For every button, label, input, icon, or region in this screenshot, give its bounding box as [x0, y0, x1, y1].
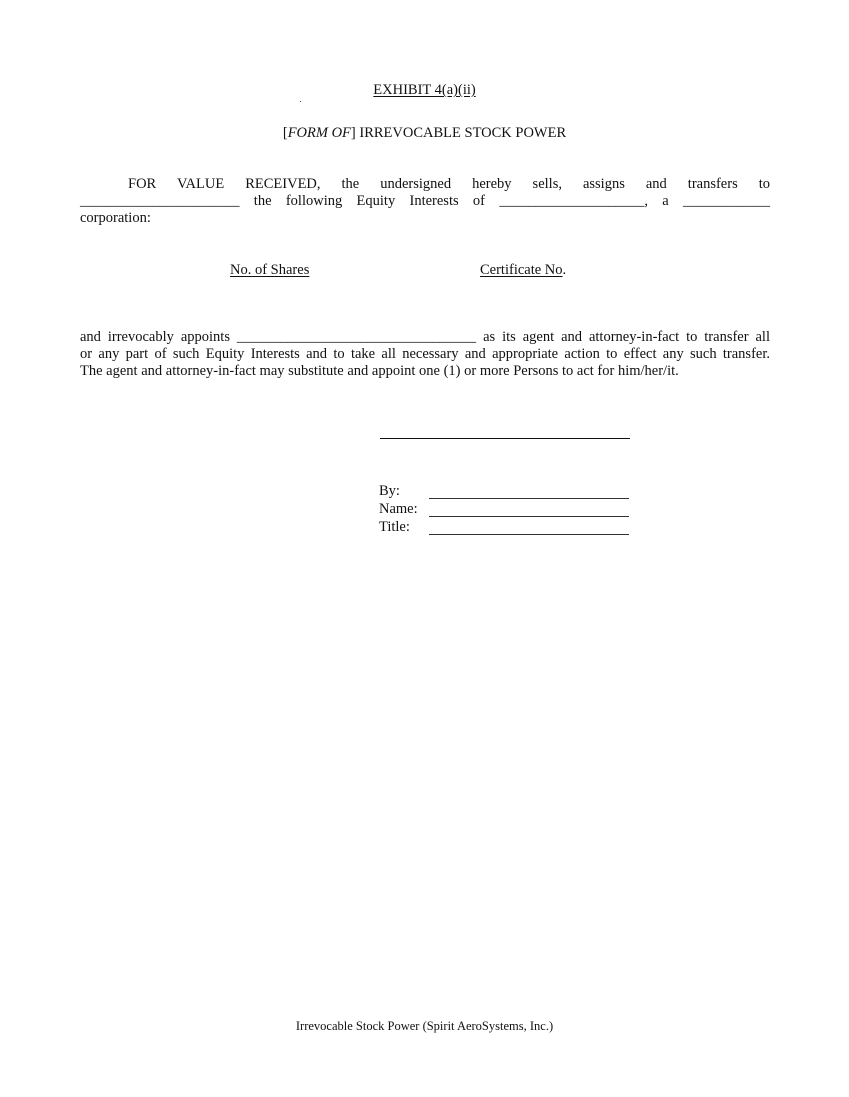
title-field[interactable]	[429, 519, 629, 535]
certificate-header-text: Certificate No	[480, 262, 563, 278]
name-label: Name:	[379, 501, 418, 517]
transfer-paragraph-line-3: corporation:	[80, 210, 151, 226]
transfer-paragraph-line-2: ______________________ the following Equity Interests of ____________________, a ____________	[80, 193, 770, 209]
title-label: Title:	[379, 519, 410, 535]
form-bracket-close: ]	[350, 125, 356, 141]
form-title-text: IRREVOCABLE STOCK POWER	[355, 125, 567, 141]
footer-text: Irrevocable Stock Power (Spirit AeroSystems, Inc.)	[295, 1019, 554, 1033]
appointment-paragraph	[80, 329, 770, 380]
appointment-paragraph-line-3: The agent and attorney-in-fact may substitute and appoint one (1) or more Persons to act for him/her/it.	[80, 363, 679, 379]
page-mark	[300, 101, 301, 102]
certificate-header-period: .	[562, 262, 567, 278]
exhibit-label: EXHIBIT 4(a)(ii)	[373, 82, 476, 98]
transfer-paragraph	[80, 176, 770, 227]
signature-line[interactable]	[380, 438, 630, 439]
form-bracket-open: [	[282, 125, 288, 141]
shares-column-header	[230, 262, 309, 279]
appointment-paragraph-line-2: or any part of such Equity Interests and to take all necessary and appropriate action to effect any such transfer.	[80, 346, 770, 362]
exhibit-title	[0, 82, 849, 99]
form-of-italic: FORM OF	[287, 125, 351, 141]
appointment-paragraph-line-1: and irrevocably appoints _________________________________ as its agent and attorney-in-fact to transfer all	[80, 329, 770, 345]
transfer-paragraph-line-1: FOR VALUE RECEIVED, the undersigned hereby sells, assigns and transfers to	[128, 176, 770, 192]
form-title	[0, 125, 849, 142]
certificate-column-header	[480, 262, 566, 279]
page-footer	[0, 1019, 849, 1034]
by-field[interactable]	[429, 483, 629, 499]
by-label: By:	[379, 483, 400, 499]
name-field[interactable]	[429, 501, 629, 517]
shares-header-text: No. of Shares	[230, 262, 310, 278]
